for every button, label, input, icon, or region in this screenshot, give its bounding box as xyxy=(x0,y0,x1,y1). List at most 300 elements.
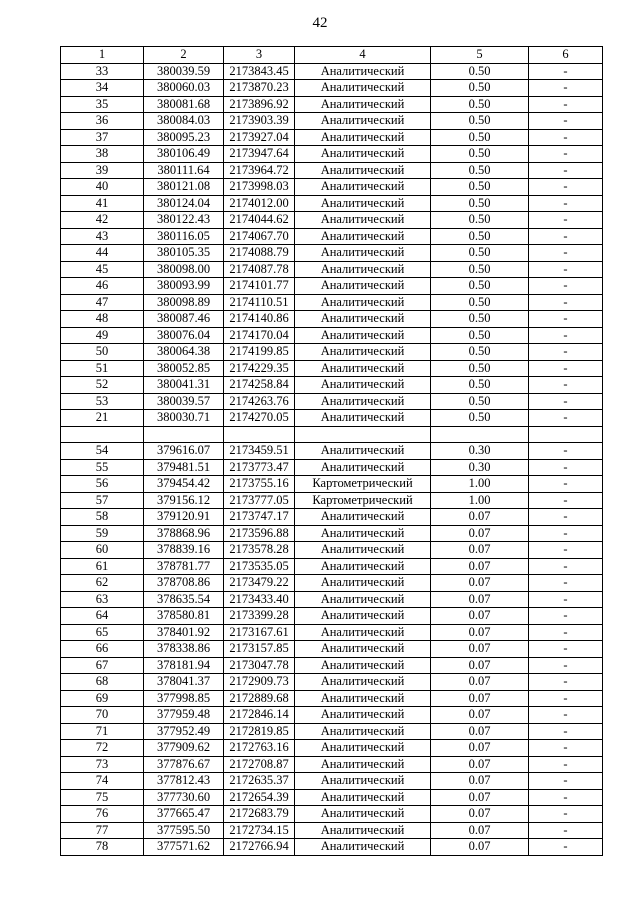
x-coordinate-cell: 378781.77 xyxy=(144,558,224,575)
method-cell: Аналитический xyxy=(295,591,431,608)
point-number-cell: 77 xyxy=(61,822,144,839)
table-header-row xyxy=(61,47,603,64)
y-coordinate-cell: 2173459.51 xyxy=(224,443,295,460)
note-cell: - xyxy=(529,806,603,823)
note-cell: - xyxy=(529,294,603,311)
note-cell: - xyxy=(529,80,603,97)
note-cell: - xyxy=(529,377,603,394)
x-coordinate-cell: 379481.51 xyxy=(144,459,224,476)
method-cell: Аналитический xyxy=(295,509,431,526)
table-row xyxy=(61,212,603,229)
note-cell: - xyxy=(529,162,603,179)
point-number-cell: 52 xyxy=(61,377,144,394)
point-number-cell: 71 xyxy=(61,723,144,740)
note-cell: - xyxy=(529,96,603,113)
accuracy-cell: 0.50 xyxy=(431,146,529,163)
accuracy-cell: 0.07 xyxy=(431,575,529,592)
method-cell: Аналитический xyxy=(295,806,431,823)
method-cell: Аналитический xyxy=(295,822,431,839)
x-coordinate-cell: 380076.04 xyxy=(144,327,224,344)
table-row xyxy=(61,608,603,625)
y-coordinate-cell: 2172654.39 xyxy=(224,789,295,806)
table-gap-row xyxy=(61,426,603,443)
accuracy-cell: 0.07 xyxy=(431,740,529,757)
note-cell: - xyxy=(529,443,603,460)
method-cell: Аналитический xyxy=(295,228,431,245)
y-coordinate-cell: 2173747.17 xyxy=(224,509,295,526)
column-header: 3 xyxy=(224,47,295,64)
y-coordinate-cell: 2174088.79 xyxy=(224,245,295,262)
method-cell: Аналитический xyxy=(295,212,431,229)
y-coordinate-cell: 2172683.79 xyxy=(224,806,295,823)
method-cell: Аналитический xyxy=(295,608,431,625)
table-row xyxy=(61,393,603,410)
y-coordinate-cell: 2174044.62 xyxy=(224,212,295,229)
point-number-cell: 78 xyxy=(61,839,144,856)
x-coordinate-cell: 378401.92 xyxy=(144,624,224,641)
method-cell: Аналитический xyxy=(295,410,431,427)
x-coordinate-cell: 379120.91 xyxy=(144,509,224,526)
accuracy-cell: 0.50 xyxy=(431,261,529,278)
point-number-cell: 33 xyxy=(61,63,144,80)
method-cell: Аналитический xyxy=(295,740,431,757)
y-coordinate-cell: 2174258.84 xyxy=(224,377,295,394)
point-number-cell: 59 xyxy=(61,525,144,542)
accuracy-cell: 0.50 xyxy=(431,327,529,344)
note-cell: - xyxy=(529,690,603,707)
y-coordinate-cell xyxy=(224,426,295,443)
point-number-cell: 57 xyxy=(61,492,144,509)
x-coordinate-cell xyxy=(144,426,224,443)
point-number-cell: 51 xyxy=(61,360,144,377)
x-coordinate-cell: 380098.89 xyxy=(144,294,224,311)
point-number-cell: 54 xyxy=(61,443,144,460)
accuracy-cell: 0.50 xyxy=(431,113,529,130)
note-cell: - xyxy=(529,146,603,163)
accuracy-cell: 0.50 xyxy=(431,179,529,196)
note-cell: - xyxy=(529,278,603,295)
table-row xyxy=(61,311,603,328)
note-cell: - xyxy=(529,195,603,212)
table-row xyxy=(61,690,603,707)
point-number-cell: 74 xyxy=(61,773,144,790)
accuracy-cell: 1.00 xyxy=(431,492,529,509)
accuracy-cell: 0.07 xyxy=(431,756,529,773)
accuracy-cell: 0.07 xyxy=(431,789,529,806)
x-coordinate-cell: 378839.16 xyxy=(144,542,224,559)
x-coordinate-cell: 378338.86 xyxy=(144,641,224,658)
accuracy-cell: 0.07 xyxy=(431,674,529,691)
accuracy-cell: 0.07 xyxy=(431,806,529,823)
note-cell xyxy=(529,426,603,443)
table-row xyxy=(61,624,603,641)
point-number-cell: 36 xyxy=(61,113,144,130)
note-cell: - xyxy=(529,575,603,592)
y-coordinate-cell: 2174012.00 xyxy=(224,195,295,212)
table-row xyxy=(61,377,603,394)
y-coordinate-cell: 2172846.14 xyxy=(224,707,295,724)
point-number-cell: 46 xyxy=(61,278,144,295)
x-coordinate-cell: 378635.54 xyxy=(144,591,224,608)
point-number-cell: 73 xyxy=(61,756,144,773)
accuracy-cell: 0.07 xyxy=(431,525,529,542)
table-row xyxy=(61,179,603,196)
method-cell: Аналитический xyxy=(295,707,431,724)
x-coordinate-cell: 377730.60 xyxy=(144,789,224,806)
y-coordinate-cell: 2172889.68 xyxy=(224,690,295,707)
point-number-cell: 39 xyxy=(61,162,144,179)
x-coordinate-cell: 380121.08 xyxy=(144,179,224,196)
table-row xyxy=(61,641,603,658)
accuracy-cell: 0.50 xyxy=(431,377,529,394)
table-row xyxy=(61,492,603,509)
y-coordinate-cell: 2173578.28 xyxy=(224,542,295,559)
note-cell: - xyxy=(529,723,603,740)
method-cell: Аналитический xyxy=(295,195,431,212)
table-row xyxy=(61,839,603,856)
point-number-cell: 42 xyxy=(61,212,144,229)
note-cell: - xyxy=(529,393,603,410)
table-row xyxy=(61,278,603,295)
accuracy-cell: 0.50 xyxy=(431,344,529,361)
point-number-cell: 56 xyxy=(61,476,144,493)
table-row xyxy=(61,591,603,608)
table-row xyxy=(61,261,603,278)
note-cell: - xyxy=(529,773,603,790)
method-cell: Аналитический xyxy=(295,113,431,130)
accuracy-cell: 0.07 xyxy=(431,624,529,641)
method-cell: Аналитический xyxy=(295,674,431,691)
table-body xyxy=(61,63,603,855)
accuracy-cell: 1.00 xyxy=(431,476,529,493)
x-coordinate-cell: 380084.03 xyxy=(144,113,224,130)
method-cell: Аналитический xyxy=(295,459,431,476)
y-coordinate-cell: 2173167.61 xyxy=(224,624,295,641)
x-coordinate-cell: 377952.49 xyxy=(144,723,224,740)
point-number-cell: 58 xyxy=(61,509,144,526)
y-coordinate-cell: 2174170.04 xyxy=(224,327,295,344)
accuracy-cell: 0.50 xyxy=(431,410,529,427)
x-coordinate-cell: 380039.59 xyxy=(144,63,224,80)
coordinates-table xyxy=(60,46,603,856)
y-coordinate-cell: 2172763.16 xyxy=(224,740,295,757)
note-cell: - xyxy=(529,129,603,146)
point-number-cell: 49 xyxy=(61,327,144,344)
method-cell: Аналитический xyxy=(295,839,431,856)
table-row xyxy=(61,756,603,773)
accuracy-cell: 0.50 xyxy=(431,294,529,311)
point-number-cell: 44 xyxy=(61,245,144,262)
table-row xyxy=(61,146,603,163)
y-coordinate-cell: 2173777.05 xyxy=(224,492,295,509)
accuracy-cell: 0.07 xyxy=(431,558,529,575)
table-row xyxy=(61,360,603,377)
table-row xyxy=(61,63,603,80)
column-header: 5 xyxy=(431,47,529,64)
note-cell: - xyxy=(529,641,603,658)
x-coordinate-cell: 377595.50 xyxy=(144,822,224,839)
accuracy-cell: 0.07 xyxy=(431,707,529,724)
y-coordinate-cell: 2173535.05 xyxy=(224,558,295,575)
method-cell: Аналитический xyxy=(295,624,431,641)
point-number-cell: 75 xyxy=(61,789,144,806)
method-cell: Аналитический xyxy=(295,773,431,790)
x-coordinate-cell: 380095.23 xyxy=(144,129,224,146)
point-number-cell: 66 xyxy=(61,641,144,658)
x-coordinate-cell: 380106.49 xyxy=(144,146,224,163)
method-cell: Аналитический xyxy=(295,525,431,542)
y-coordinate-cell: 2172708.87 xyxy=(224,756,295,773)
table-row xyxy=(61,822,603,839)
accuracy-cell: 0.50 xyxy=(431,80,529,97)
accuracy-cell: 0.07 xyxy=(431,641,529,658)
point-number-cell: 63 xyxy=(61,591,144,608)
note-cell: - xyxy=(529,756,603,773)
table-row xyxy=(61,327,603,344)
note-cell: - xyxy=(529,542,603,559)
point-number-cell: 76 xyxy=(61,806,144,823)
y-coordinate-cell: 2174270.05 xyxy=(224,410,295,427)
table-row xyxy=(61,80,603,97)
table-row xyxy=(61,410,603,427)
point-number-cell xyxy=(61,426,144,443)
point-number-cell: 21 xyxy=(61,410,144,427)
x-coordinate-cell: 380098.00 xyxy=(144,261,224,278)
y-coordinate-cell: 2173399.28 xyxy=(224,608,295,625)
accuracy-cell: 0.50 xyxy=(431,162,529,179)
note-cell: - xyxy=(529,789,603,806)
note-cell: - xyxy=(529,608,603,625)
note-cell: - xyxy=(529,839,603,856)
table-row xyxy=(61,542,603,559)
y-coordinate-cell: 2174140.86 xyxy=(224,311,295,328)
y-coordinate-cell: 2173596.88 xyxy=(224,525,295,542)
accuracy-cell: 0.07 xyxy=(431,608,529,625)
method-cell: Аналитический xyxy=(295,80,431,97)
y-coordinate-cell: 2173157.85 xyxy=(224,641,295,658)
table-row xyxy=(61,294,603,311)
method-cell: Аналитический xyxy=(295,377,431,394)
y-coordinate-cell: 2173998.03 xyxy=(224,179,295,196)
note-cell: - xyxy=(529,822,603,839)
accuracy-cell: 0.50 xyxy=(431,129,529,146)
point-number-cell: 47 xyxy=(61,294,144,311)
x-coordinate-cell: 378181.94 xyxy=(144,657,224,674)
method-cell: Аналитический xyxy=(295,261,431,278)
method-cell: Аналитический xyxy=(295,344,431,361)
note-cell: - xyxy=(529,113,603,130)
note-cell: - xyxy=(529,624,603,641)
x-coordinate-cell: 379156.12 xyxy=(144,492,224,509)
column-header: 1 xyxy=(61,47,144,64)
table-row xyxy=(61,195,603,212)
x-coordinate-cell: 380030.71 xyxy=(144,410,224,427)
x-coordinate-cell: 377959.48 xyxy=(144,707,224,724)
y-coordinate-cell: 2173870.23 xyxy=(224,80,295,97)
column-header: 6 xyxy=(529,47,603,64)
x-coordinate-cell: 380039.57 xyxy=(144,393,224,410)
table-row xyxy=(61,707,603,724)
method-cell: Аналитический xyxy=(295,360,431,377)
accuracy-cell: 0.50 xyxy=(431,393,529,410)
y-coordinate-cell: 2174087.78 xyxy=(224,261,295,278)
note-cell: - xyxy=(529,261,603,278)
note-cell: - xyxy=(529,228,603,245)
table-row xyxy=(61,806,603,823)
point-number-cell: 68 xyxy=(61,674,144,691)
y-coordinate-cell: 2173433.40 xyxy=(224,591,295,608)
y-coordinate-cell: 2173047.78 xyxy=(224,657,295,674)
accuracy-cell: 0.07 xyxy=(431,773,529,790)
x-coordinate-cell: 378580.81 xyxy=(144,608,224,625)
point-number-cell: 41 xyxy=(61,195,144,212)
y-coordinate-cell: 2173964.72 xyxy=(224,162,295,179)
accuracy-cell: 0.50 xyxy=(431,228,529,245)
accuracy-cell: 0.50 xyxy=(431,245,529,262)
table-row xyxy=(61,657,603,674)
accuracy-cell: 0.07 xyxy=(431,591,529,608)
table-row xyxy=(61,740,603,757)
note-cell: - xyxy=(529,179,603,196)
point-number-cell: 34 xyxy=(61,80,144,97)
method-cell: Аналитический xyxy=(295,443,431,460)
note-cell: - xyxy=(529,410,603,427)
method-cell: Аналитический xyxy=(295,129,431,146)
x-coordinate-cell: 380105.35 xyxy=(144,245,224,262)
point-number-cell: 37 xyxy=(61,129,144,146)
method-cell: Аналитический xyxy=(295,327,431,344)
table-row xyxy=(61,509,603,526)
accuracy-cell: 0.07 xyxy=(431,690,529,707)
page-number: 42 xyxy=(312,15,328,31)
table-row xyxy=(61,575,603,592)
method-cell: Аналитический xyxy=(295,179,431,196)
point-number-cell: 53 xyxy=(61,393,144,410)
table-row xyxy=(61,113,603,130)
point-number-cell: 67 xyxy=(61,657,144,674)
accuracy-cell: 0.30 xyxy=(431,459,529,476)
accuracy-cell: 0.07 xyxy=(431,509,529,526)
note-cell: - xyxy=(529,344,603,361)
x-coordinate-cell: 378708.86 xyxy=(144,575,224,592)
x-coordinate-cell: 380111.64 xyxy=(144,162,224,179)
y-coordinate-cell: 2174199.85 xyxy=(224,344,295,361)
note-cell: - xyxy=(529,360,603,377)
point-number-cell: 65 xyxy=(61,624,144,641)
method-cell: Аналитический xyxy=(295,146,431,163)
method-cell xyxy=(295,426,431,443)
method-cell: Аналитический xyxy=(295,63,431,80)
y-coordinate-cell: 2174263.76 xyxy=(224,393,295,410)
point-number-cell: 64 xyxy=(61,608,144,625)
y-coordinate-cell: 2173927.04 xyxy=(224,129,295,146)
method-cell: Аналитический xyxy=(295,294,431,311)
method-cell: Аналитический xyxy=(295,162,431,179)
x-coordinate-cell: 379616.07 xyxy=(144,443,224,460)
table-row xyxy=(61,129,603,146)
method-cell: Аналитический xyxy=(295,278,431,295)
y-coordinate-cell: 2173755.16 xyxy=(224,476,295,493)
note-cell: - xyxy=(529,327,603,344)
y-coordinate-cell: 2173843.45 xyxy=(224,63,295,80)
table-row xyxy=(61,245,603,262)
y-coordinate-cell: 2172734.15 xyxy=(224,822,295,839)
accuracy-cell: 0.07 xyxy=(431,723,529,740)
x-coordinate-cell: 380052.85 xyxy=(144,360,224,377)
x-coordinate-cell: 380116.05 xyxy=(144,228,224,245)
x-coordinate-cell: 380081.68 xyxy=(144,96,224,113)
accuracy-cell: 0.30 xyxy=(431,443,529,460)
y-coordinate-cell: 2172766.94 xyxy=(224,839,295,856)
column-header: 4 xyxy=(295,47,431,64)
x-coordinate-cell: 379454.42 xyxy=(144,476,224,493)
x-coordinate-cell: 380060.03 xyxy=(144,80,224,97)
note-cell: - xyxy=(529,245,603,262)
point-number-cell: 72 xyxy=(61,740,144,757)
accuracy-cell xyxy=(431,426,529,443)
accuracy-cell: 0.50 xyxy=(431,195,529,212)
note-cell: - xyxy=(529,476,603,493)
accuracy-cell: 0.50 xyxy=(431,311,529,328)
note-cell: - xyxy=(529,459,603,476)
x-coordinate-cell: 380122.43 xyxy=(144,212,224,229)
note-cell: - xyxy=(529,492,603,509)
point-number-cell: 60 xyxy=(61,542,144,559)
x-coordinate-cell: 377876.67 xyxy=(144,756,224,773)
x-coordinate-cell: 378041.37 xyxy=(144,674,224,691)
table-row xyxy=(61,674,603,691)
table-row xyxy=(61,476,603,493)
y-coordinate-cell: 2174101.77 xyxy=(224,278,295,295)
accuracy-cell: 0.50 xyxy=(431,360,529,377)
table-row xyxy=(61,525,603,542)
point-number-cell: 50 xyxy=(61,344,144,361)
x-coordinate-cell: 380093.99 xyxy=(144,278,224,295)
point-number-cell: 48 xyxy=(61,311,144,328)
accuracy-cell: 0.50 xyxy=(431,278,529,295)
table-row xyxy=(61,558,603,575)
note-cell: - xyxy=(529,311,603,328)
x-coordinate-cell: 377665.47 xyxy=(144,806,224,823)
table-row xyxy=(61,723,603,740)
table-row xyxy=(61,443,603,460)
y-coordinate-cell: 2174229.35 xyxy=(224,360,295,377)
note-cell: - xyxy=(529,63,603,80)
method-cell: Аналитический xyxy=(295,245,431,262)
method-cell: Аналитический xyxy=(295,558,431,575)
note-cell: - xyxy=(529,707,603,724)
point-number-cell: 61 xyxy=(61,558,144,575)
x-coordinate-cell: 380124.04 xyxy=(144,195,224,212)
accuracy-cell: 0.50 xyxy=(431,96,529,113)
point-number-cell: 62 xyxy=(61,575,144,592)
x-coordinate-cell: 380064.38 xyxy=(144,344,224,361)
point-number-cell: 69 xyxy=(61,690,144,707)
accuracy-cell: 0.50 xyxy=(431,63,529,80)
table-row xyxy=(61,228,603,245)
method-cell: Аналитический xyxy=(295,641,431,658)
point-number-cell: 40 xyxy=(61,179,144,196)
note-cell: - xyxy=(529,558,603,575)
y-coordinate-cell: 2174110.51 xyxy=(224,294,295,311)
table-row xyxy=(61,96,603,113)
note-cell: - xyxy=(529,740,603,757)
accuracy-cell: 0.07 xyxy=(431,542,529,559)
x-coordinate-cell: 377998.85 xyxy=(144,690,224,707)
y-coordinate-cell: 2174067.70 xyxy=(224,228,295,245)
y-coordinate-cell: 2172635.37 xyxy=(224,773,295,790)
x-coordinate-cell: 377571.62 xyxy=(144,839,224,856)
